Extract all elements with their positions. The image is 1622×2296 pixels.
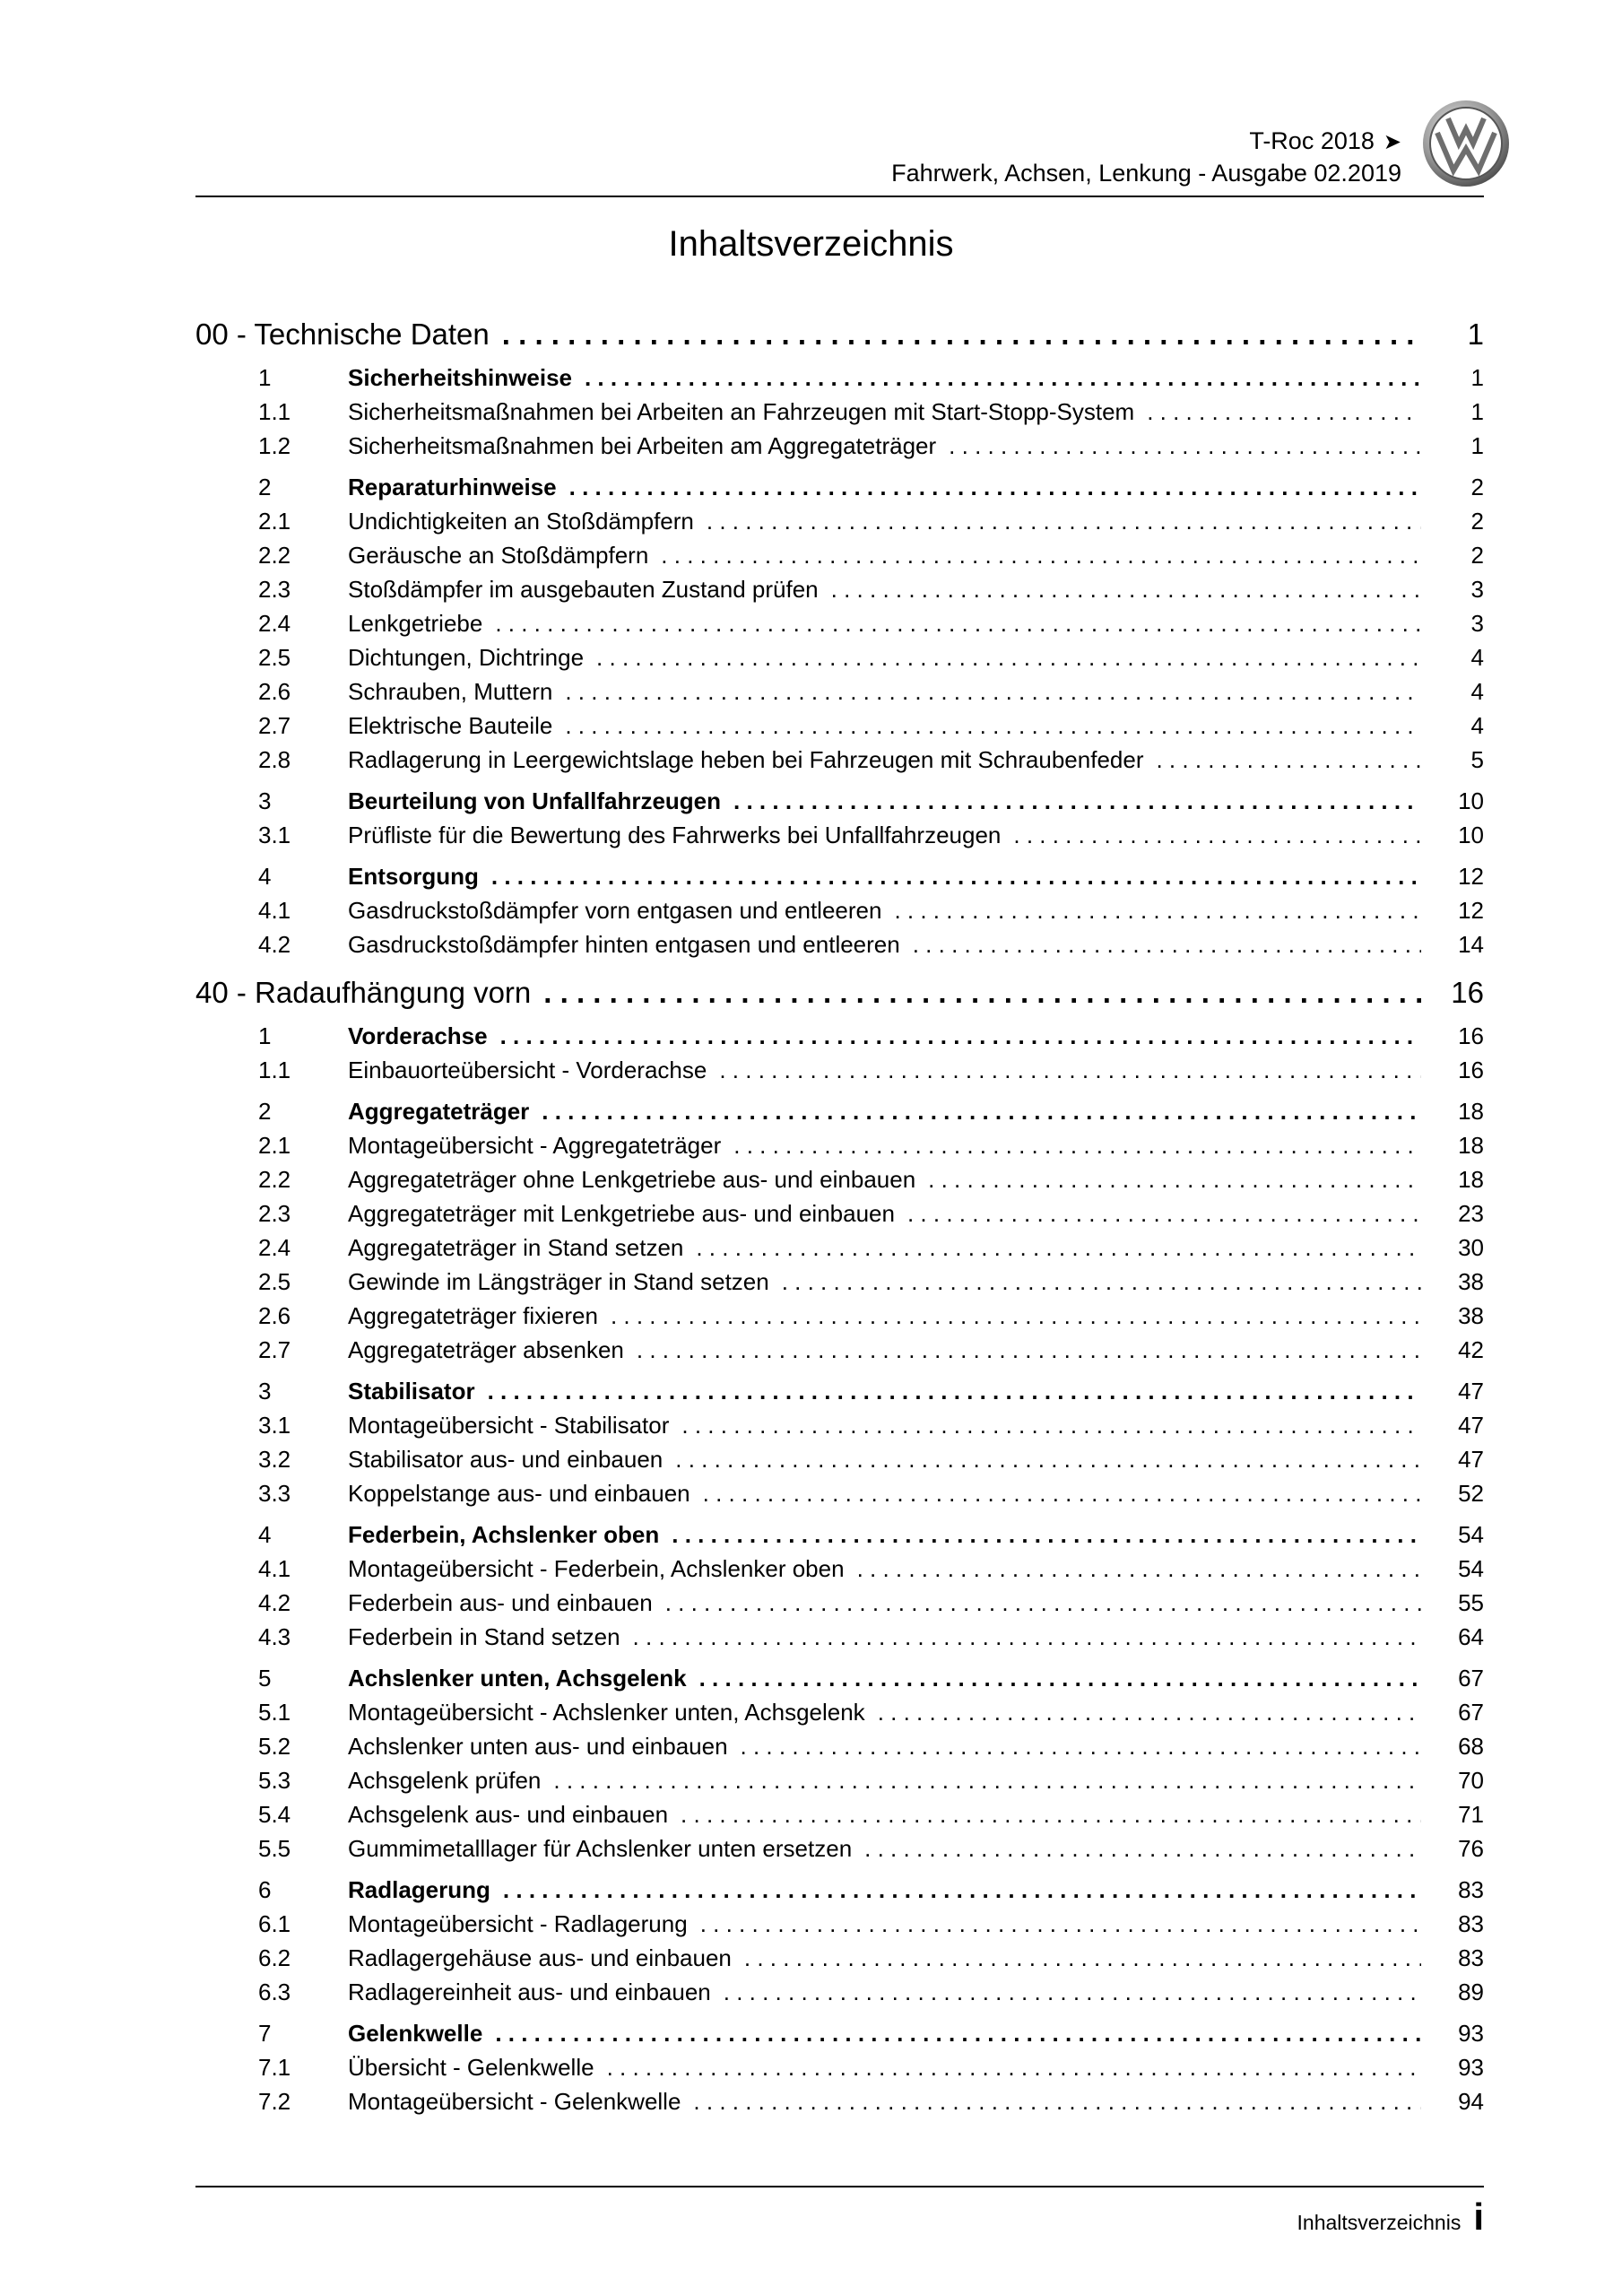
toc-entry-title: Montageübersicht - Achslenker unten, Achsgelenk [348, 1699, 865, 1726]
header-model-line [195, 126, 1401, 158]
dot-leader [1147, 395, 1421, 429]
toc-section-entry[interactable] [195, 1586, 1484, 1620]
toc-entry-title: Sicherheitsmaßnahmen bei Arbeiten an Fahrzeugen mit Start-Stopp-System [348, 398, 1135, 425]
toc-entry-number: 1 [258, 1022, 272, 1049]
toc-entry-title: 40 - Radaufhängung vorn [195, 976, 532, 1009]
toc-entry-page: 4 [1470, 644, 1484, 671]
toc-entry-number: 7.2 [258, 2088, 291, 2115]
toc-entry-title: Sicherheitshinweise [348, 364, 572, 391]
toc-entry-number: 7 [258, 2020, 272, 2047]
toc-entry-title: Dichtungen, Dichtringe [348, 644, 585, 671]
toc-entry-number: 2.7 [258, 712, 291, 739]
footer-page-number: i [1473, 2196, 1484, 2238]
toc-entry-number: 3.3 [258, 1480, 291, 1507]
toc-entry-number: 2.3 [258, 576, 291, 603]
toc-section-entry[interactable] [195, 1797, 1484, 1831]
toc-entry-page: 83 [1458, 1910, 1484, 1937]
toc-entry-title: Aggregateträger in Stand setzen [348, 1234, 684, 1261]
toc-entry-page: 14 [1458, 931, 1484, 958]
toc-entry-page: 71 [1458, 1801, 1484, 1828]
toc-entry-title: Geräusche an Stoßdämpfern [348, 542, 649, 569]
dot-leader [949, 429, 1421, 463]
dot-leader [611, 1299, 1421, 1333]
dot-leader [565, 674, 1421, 709]
toc-entry-page: 16 [1458, 1022, 1484, 1049]
dot-leader [1156, 743, 1421, 777]
toc-entry-title: Vorderachse [348, 1022, 488, 1049]
toc-entry-page: 4 [1470, 712, 1484, 739]
toc-entry-page: 38 [1458, 1302, 1484, 1329]
toc-entry-number: 5.2 [258, 1733, 291, 1760]
toc-entry-title: Montageübersicht - Federbein, Achslenker oben [348, 1555, 845, 1582]
toc-entry-number: 2.5 [258, 644, 291, 671]
dot-leader [585, 361, 1421, 395]
toc-entry-page: 76 [1458, 1835, 1484, 1862]
toc-entry-number: 1.1 [258, 1057, 291, 1083]
toc-entry-title: Stabilisator aus- und einbauen [348, 1446, 664, 1473]
toc-entry-number: 5.3 [258, 1767, 291, 1794]
toc-entry-page: 89 [1458, 1979, 1484, 2005]
toc-entry-page: 10 [1458, 822, 1484, 848]
toc-section-entry[interactable] [195, 1299, 1484, 1333]
toc-entry-title: Montageübersicht - Radlagerung [348, 1910, 688, 1937]
header-model: T-Roc 2018 [1249, 127, 1375, 154]
toc-entry-page: 3 [1470, 576, 1484, 603]
toc-entry-page: 94 [1458, 2088, 1484, 2115]
toc-section-entry[interactable] [195, 1196, 1484, 1231]
toc-section-entry[interactable] [195, 859, 1484, 893]
toc-section-entry[interactable] [195, 1442, 1484, 1476]
toc-entry-page: 70 [1458, 1767, 1484, 1794]
toc-entry-title: Montageübersicht - Stabilisator [348, 1412, 670, 1439]
dot-leader [696, 1231, 1421, 1265]
dot-leader [596, 640, 1421, 674]
toc-entry-title: Beurteilung von Unfallfahrzeugen [348, 787, 722, 814]
vw-logo-icon [1421, 99, 1511, 188]
toc-section-entry[interactable] [195, 1408, 1484, 1442]
toc-section-entry[interactable] [195, 1094, 1484, 1128]
toc-entry-page: 2 [1470, 508, 1484, 535]
toc-entry-page: 2 [1470, 542, 1484, 569]
dot-leader [782, 1265, 1421, 1299]
toc-section-entry[interactable] [195, 1231, 1484, 1265]
toc-section-entry[interactable] [195, 818, 1484, 852]
toc-entry-number: 5.5 [258, 1835, 291, 1862]
toc-section-entry[interactable] [195, 1729, 1484, 1763]
toc-entry-number: 2.7 [258, 1336, 291, 1363]
toc-entry-page: 54 [1458, 1555, 1484, 1582]
toc-entry-page: 83 [1458, 1876, 1484, 1903]
toc-entry-title: Achslenker unten, Achsgelenk [348, 1665, 687, 1692]
toc-section-entry[interactable] [195, 395, 1484, 429]
toc-entry-title: Montageübersicht - Gelenkwelle [348, 2088, 681, 2115]
toc-entry-number: 6.3 [258, 1979, 291, 2005]
toc-entry-page: 3 [1470, 610, 1484, 637]
toc-entry-title: Einbauorteübersicht - Vorderachse [348, 1057, 707, 1083]
dot-leader [633, 1620, 1421, 1654]
toc-entry-title: Aggregateträger ohne Lenkgetriebe aus- und einbauen [348, 1166, 916, 1193]
toc-entry-number: 4 [258, 1521, 272, 1548]
toc-section-entry[interactable] [195, 2084, 1484, 2118]
toc-section-entry[interactable] [195, 1552, 1484, 1586]
toc-entry-page: 1 [1467, 317, 1484, 351]
dot-leader [733, 1128, 1421, 1162]
dot-leader [907, 1196, 1421, 1231]
toc-entry-title: Achslenker unten aus- und einbauen [348, 1733, 728, 1760]
toc-section-entry[interactable] [195, 2050, 1484, 2084]
toc-section-entry[interactable] [195, 1518, 1484, 1552]
dot-leader [675, 1442, 1421, 1476]
page-header [195, 126, 1401, 188]
toc-section-entry[interactable] [195, 1620, 1484, 1654]
toc-entry-page: 38 [1458, 1268, 1484, 1295]
toc-entry-title: Stabilisator [348, 1378, 475, 1405]
toc-section-entry[interactable] [195, 1128, 1484, 1162]
toc-entry-number: 2.6 [258, 678, 291, 705]
dot-leader [928, 1162, 1421, 1196]
dot-leader [495, 606, 1421, 640]
dot-leader [894, 893, 1421, 927]
toc-entry-number: 4.3 [258, 1623, 291, 1650]
toc-entry-number: 2.1 [258, 1132, 291, 1159]
toc-entry-number: 3.1 [258, 1412, 291, 1439]
toc-entry-number: 2.6 [258, 1302, 291, 1329]
toc-entry-number: 2.4 [258, 1234, 291, 1261]
toc-entry-title: 00 - Technische Daten [195, 317, 490, 351]
toc-entry-number: 2 [258, 1098, 272, 1125]
toc-entry-title: Reparaturhinweise [348, 474, 557, 500]
toc-entry-number: 6 [258, 1876, 272, 1903]
toc-section-entry[interactable] [195, 1162, 1484, 1196]
toc-section-entry[interactable] [195, 1374, 1484, 1408]
page-footer [1297, 2196, 1484, 2239]
dot-leader [502, 316, 1421, 353]
toc-entry-number: 4.1 [258, 897, 291, 924]
toc-chapter-entry[interactable] [195, 974, 1484, 1012]
toc-section-entry[interactable] [195, 1265, 1484, 1299]
toc-entry-title: Montageübersicht - Aggregateträger [348, 1132, 722, 1159]
toc-entry-number: 4.2 [258, 931, 291, 958]
toc-entry-page: 18 [1458, 1098, 1484, 1125]
toc-entry-title: Aggregateträger fixieren [348, 1302, 598, 1329]
toc-entry-number: 2.2 [258, 1166, 291, 1193]
toc-entry-page: 47 [1458, 1412, 1484, 1439]
toc-entry-page: 67 [1458, 1665, 1484, 1692]
toc-entry-title: Aggregateträger mit Lenkgetriebe aus- und einbauen [348, 1200, 895, 1227]
dot-leader [569, 470, 1421, 504]
toc-section-entry[interactable] [195, 361, 1484, 395]
toc-entry-page: 1 [1470, 364, 1484, 391]
toc-entry-title: Schrauben, Muttern [348, 678, 553, 705]
toc-entry-title: Elektrische Bauteile [348, 712, 553, 739]
table-of-contents [195, 316, 1484, 2118]
toc-entry-page: 30 [1458, 1234, 1484, 1261]
toc-entry-number: 5.1 [258, 1699, 291, 1726]
toc-entry-page: 47 [1458, 1378, 1484, 1405]
toc-entry-number: 2.8 [258, 746, 291, 773]
toc-entry-number: 4 [258, 863, 272, 890]
toc-entry-number: 6.1 [258, 1910, 291, 1937]
toc-entry-page: 52 [1458, 1480, 1484, 1507]
dot-leader [744, 1941, 1421, 1975]
toc-entry-number: 3 [258, 787, 272, 814]
toc-section-entry[interactable] [195, 1476, 1484, 1510]
toc-entry-number: 3.2 [258, 1446, 291, 1473]
toc-section-entry[interactable] [195, 1831, 1484, 1866]
toc-entry-title: Gummimetalllager für Achslenker unten ersetzen [348, 1835, 853, 1862]
toc-entry-page: 93 [1458, 2020, 1484, 2047]
toc-entry-page: 5 [1470, 746, 1484, 773]
toc-entry-title: Achsgelenk aus- und einbauen [348, 1801, 669, 1828]
toc-entry-number: 1.2 [258, 432, 291, 459]
dot-leader [913, 927, 1421, 961]
toc-entry-page: 16 [1451, 976, 1484, 1009]
toc-entry-number: 5.4 [258, 1801, 291, 1828]
toc-section-entry[interactable] [195, 640, 1484, 674]
toc-entry-number: 7.1 [258, 2054, 291, 2081]
dot-leader [699, 1661, 1421, 1695]
toc-entry-title: Sicherheitsmaßnahmen bei Arbeiten am Aggregateträger [348, 432, 937, 459]
toc-entry-title: Radlagereinheit aus- und einbauen [348, 1979, 711, 2005]
arrow-right-icon: ➤ [1383, 130, 1401, 154]
toc-entry-page: 93 [1458, 2054, 1484, 2081]
dot-leader [707, 504, 1421, 538]
toc-entry-number: 2.5 [258, 1268, 291, 1295]
toc-section-entry[interactable] [195, 674, 1484, 709]
toc-section-entry[interactable] [195, 1975, 1484, 2009]
dot-leader [495, 2016, 1421, 2050]
toc-entry-page: 18 [1458, 1166, 1484, 1193]
toc-section-entry[interactable] [195, 743, 1484, 777]
toc-entry-page: 16 [1458, 1057, 1484, 1083]
toc-entry-number: 2.2 [258, 542, 291, 569]
dot-leader [693, 2084, 1421, 2118]
dot-leader [607, 2050, 1421, 2084]
toc-section-entry[interactable] [195, 538, 1484, 572]
toc-entry-title: Achsgelenk prüfen [348, 1767, 542, 1794]
toc-entry-title: Gasdruckstoßdämpfer vorn entgasen und entleeren [348, 897, 882, 924]
footer-divider [195, 2186, 1484, 2187]
dot-leader [831, 572, 1421, 606]
toc-entry-number: 3.1 [258, 822, 291, 848]
toc-section-entry[interactable] [195, 1763, 1484, 1797]
dot-leader [741, 1729, 1421, 1763]
toc-entry-title: Federbein in Stand setzen [348, 1623, 620, 1650]
dot-leader [553, 1763, 1421, 1797]
dot-leader [503, 1873, 1421, 1907]
toc-section-entry[interactable] [195, 927, 1484, 961]
toc-entry-title: Gelenkwelle [348, 2020, 483, 2047]
toc-entry-number: 1.1 [258, 398, 291, 425]
toc-entry-title: Federbein, Achslenker oben [348, 1521, 660, 1548]
toc-entry-title: Federbein aus- und einbauen [348, 1589, 653, 1616]
dot-leader [681, 1797, 1421, 1831]
toc-entry-page: 12 [1458, 863, 1484, 890]
toc-entry-title: Entsorgung [348, 863, 479, 890]
toc-entry-title: Koppelstange aus- und einbauen [348, 1480, 690, 1507]
toc-entry-page: 12 [1458, 897, 1484, 924]
toc-entry-title: Prüfliste für die Bewertung des Fahrwerks bei Unfallfahrzeugen [348, 822, 1002, 848]
toc-entry-page: 4 [1470, 678, 1484, 705]
toc-entry-number: 4.1 [258, 1555, 291, 1582]
dot-leader [733, 784, 1421, 818]
toc-entry-title: Gewinde im Längsträger in Stand setzen [348, 1268, 769, 1295]
header-divider [195, 196, 1484, 197]
toc-entry-number: 4.2 [258, 1589, 291, 1616]
toc-entry-page: 64 [1458, 1623, 1484, 1650]
toc-chapter-entry[interactable] [195, 316, 1484, 353]
toc-entry-number: 2 [258, 474, 272, 500]
dot-leader [665, 1586, 1421, 1620]
header-subtitle: Fahrwerk, Achsen, Lenkung - Ausgabe 02.2019 [891, 160, 1401, 187]
toc-section-entry[interactable] [195, 1873, 1484, 1907]
toc-entry-page: 83 [1458, 1944, 1484, 1971]
toc-entry-page: 67 [1458, 1699, 1484, 1726]
toc-entry-title: Übersicht - Gelenkwelle [348, 2054, 594, 2081]
dot-leader [724, 1975, 1421, 2009]
page-title: Inhaltsverzeichnis [668, 224, 954, 264]
toc-entry-title: Stoßdämpfer im ausgebauten Zustand prüfen [348, 576, 819, 603]
footer-label: Inhaltsverzeichnis [1297, 2211, 1462, 2234]
toc-entry-page: 42 [1458, 1336, 1484, 1363]
toc-entry-number: 5 [258, 1665, 272, 1692]
toc-section-entry[interactable] [195, 572, 1484, 606]
toc-entry-page: 1 [1470, 432, 1484, 459]
dot-leader [864, 1831, 1421, 1866]
toc-entry-number: 2.3 [258, 1200, 291, 1227]
toc-entry-page: 1 [1470, 398, 1484, 425]
toc-section-entry[interactable] [195, 1907, 1484, 1941]
dot-leader [661, 538, 1421, 572]
toc-section-entry[interactable] [195, 470, 1484, 504]
toc-entry-title: Radlagergehäuse aus- und einbauen [348, 1944, 732, 1971]
dot-leader [543, 974, 1421, 1012]
toc-entry-number: 2.1 [258, 508, 291, 535]
toc-section-entry[interactable] [195, 1333, 1484, 1367]
dot-leader [878, 1695, 1421, 1729]
dot-leader [719, 1053, 1421, 1087]
toc-section-entry[interactable] [195, 606, 1484, 640]
toc-section-entry[interactable] [195, 784, 1484, 818]
dot-leader [672, 1518, 1421, 1552]
dot-leader [488, 1374, 1421, 1408]
toc-entry-page: 23 [1458, 1200, 1484, 1227]
toc-entry-number: 3 [258, 1378, 272, 1405]
toc-entry-page: 54 [1458, 1521, 1484, 1548]
toc-section-entry[interactable] [195, 1053, 1484, 1087]
toc-section-entry[interactable] [195, 1661, 1484, 1695]
toc-entry-number: 6.2 [258, 1944, 291, 1971]
toc-entry-title: Aggregateträger [348, 1098, 530, 1125]
toc-entry-page: 10 [1458, 787, 1484, 814]
toc-entry-title: Aggregateträger absenken [348, 1336, 624, 1363]
toc-entry-title: Lenkgetriebe [348, 610, 483, 637]
toc-entry-page: 68 [1458, 1733, 1484, 1760]
toc-entry-title: Radlagerung [348, 1876, 490, 1903]
dot-leader [565, 709, 1421, 743]
toc-section-entry[interactable] [195, 504, 1484, 538]
toc-entry-page: 2 [1470, 474, 1484, 500]
toc-entry-number: 2.4 [258, 610, 291, 637]
toc-entry-page: 55 [1458, 1589, 1484, 1616]
toc-entry-title: Undichtigkeiten an Stoßdämpfern [348, 508, 694, 535]
dot-leader [681, 1408, 1421, 1442]
toc-section-entry[interactable] [195, 2016, 1484, 2050]
dot-leader [700, 1907, 1421, 1941]
toc-section-entry[interactable] [195, 429, 1484, 463]
dot-leader [703, 1476, 1421, 1510]
toc-entry-page: 18 [1458, 1132, 1484, 1159]
toc-entry-page: 47 [1458, 1446, 1484, 1473]
toc-section-entry[interactable] [195, 1695, 1484, 1729]
toc-entry-number: 1 [258, 364, 272, 391]
dot-leader [500, 1019, 1421, 1053]
toc-section-entry[interactable] [195, 709, 1484, 743]
dot-leader [491, 859, 1421, 893]
dot-leader [857, 1552, 1421, 1586]
toc-entry-title: Gasdruckstoßdämpfer hinten entgasen und entleeren [348, 931, 900, 958]
toc-section-entry[interactable] [195, 1019, 1484, 1053]
toc-section-entry[interactable] [195, 1941, 1484, 1975]
dot-leader [637, 1333, 1421, 1367]
toc-section-entry[interactable] [195, 893, 1484, 927]
toc-entry-title: Radlagerung in Leergewichtslage heben bei Fahrzeugen mit Schraubenfeder [348, 746, 1144, 773]
dot-leader [1013, 818, 1421, 852]
dot-leader [542, 1094, 1421, 1128]
